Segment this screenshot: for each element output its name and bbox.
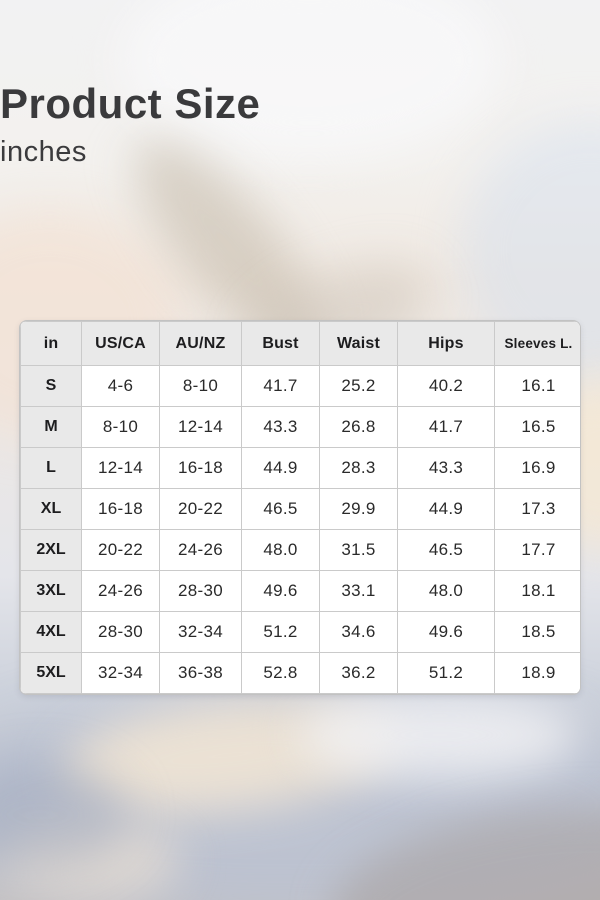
waist-cell: 28.3	[320, 448, 398, 489]
sleeves-cell: 16.5	[495, 407, 582, 448]
sleeves-cell: 17.3	[495, 489, 582, 530]
sleeves-cell: 17.7	[495, 530, 582, 571]
col-header-in: in	[21, 322, 82, 366]
bust-cell: 46.5	[242, 489, 320, 530]
col-header-waist: Waist	[320, 322, 398, 366]
page-title: Product Size	[0, 80, 261, 127]
us-ca-cell: 20-22	[82, 530, 160, 571]
us-ca-cell: 16-18	[82, 489, 160, 530]
waist-cell: 26.8	[320, 407, 398, 448]
col-header-sleeves: Sleeves L.	[495, 322, 582, 366]
bust-cell: 43.3	[242, 407, 320, 448]
bust-cell: 44.9	[242, 448, 320, 489]
size-cell: 4XL	[21, 612, 82, 653]
col-header-us-ca: US/CA	[82, 322, 160, 366]
sleeves-cell: 16.1	[495, 366, 582, 407]
col-header-bust: Bust	[242, 322, 320, 366]
table-row-4xl	[21, 612, 582, 653]
hips-cell: 46.5	[398, 530, 495, 571]
size-chart-table	[19, 320, 581, 695]
au-nz-cell: 12-14	[160, 407, 242, 448]
us-ca-cell: 12-14	[82, 448, 160, 489]
col-header-au-nz: AU/NZ	[160, 322, 242, 366]
au-nz-cell: 20-22	[160, 489, 242, 530]
page-subtitle: inches	[0, 136, 87, 168]
table-row-5xl	[21, 653, 582, 694]
waist-cell: 33.1	[320, 571, 398, 612]
size-cell: L	[21, 448, 82, 489]
waist-cell: 34.6	[320, 612, 398, 653]
us-ca-cell: 28-30	[82, 612, 160, 653]
bust-cell: 49.6	[242, 571, 320, 612]
au-nz-cell: 36-38	[160, 653, 242, 694]
header-row	[21, 322, 582, 366]
au-nz-cell: 16-18	[160, 448, 242, 489]
au-nz-cell: 28-30	[160, 571, 242, 612]
table-row-xl	[21, 489, 582, 530]
white-cloud	[300, 690, 580, 780]
us-ca-cell: 32-34	[82, 653, 160, 694]
us-ca-cell: 8-10	[82, 407, 160, 448]
bust-cell: 52.8	[242, 653, 320, 694]
bust-cell: 41.7	[242, 366, 320, 407]
table-row-l	[21, 448, 582, 489]
sleeves-cell: 18.9	[495, 653, 582, 694]
size-cell: M	[21, 407, 82, 448]
size-cell: XL	[21, 489, 82, 530]
table-row-m	[21, 407, 582, 448]
au-nz-cell: 24-26	[160, 530, 242, 571]
hips-cell: 43.3	[398, 448, 495, 489]
waist-cell: 25.2	[320, 366, 398, 407]
size-cell: S	[21, 366, 82, 407]
bust-cell: 48.0	[242, 530, 320, 571]
table-row-3xl	[21, 571, 582, 612]
size-cell: 2XL	[21, 530, 82, 571]
bust-cell: 51.2	[242, 612, 320, 653]
table-row-s	[21, 366, 582, 407]
hips-cell: 48.0	[398, 571, 495, 612]
waist-cell: 36.2	[320, 653, 398, 694]
us-ca-cell: 24-26	[82, 571, 160, 612]
waist-cell: 31.5	[320, 530, 398, 571]
sleeves-cell: 16.9	[495, 448, 582, 489]
au-nz-cell: 8-10	[160, 366, 242, 407]
hips-cell: 41.7	[398, 407, 495, 448]
waist-cell: 29.9	[320, 489, 398, 530]
hips-cell: 51.2	[398, 653, 495, 694]
hips-cell: 40.2	[398, 366, 495, 407]
sleeves-cell: 18.5	[495, 612, 582, 653]
hips-cell: 44.9	[398, 489, 495, 530]
hips-cell: 49.6	[398, 612, 495, 653]
size-cell: 5XL	[21, 653, 82, 694]
au-nz-cell: 32-34	[160, 612, 242, 653]
table-row-2xl	[21, 530, 582, 571]
col-header-hips: Hips	[398, 322, 495, 366]
size-cell: 3XL	[21, 571, 82, 612]
us-ca-cell: 4-6	[82, 366, 160, 407]
sleeves-cell: 18.1	[495, 571, 582, 612]
